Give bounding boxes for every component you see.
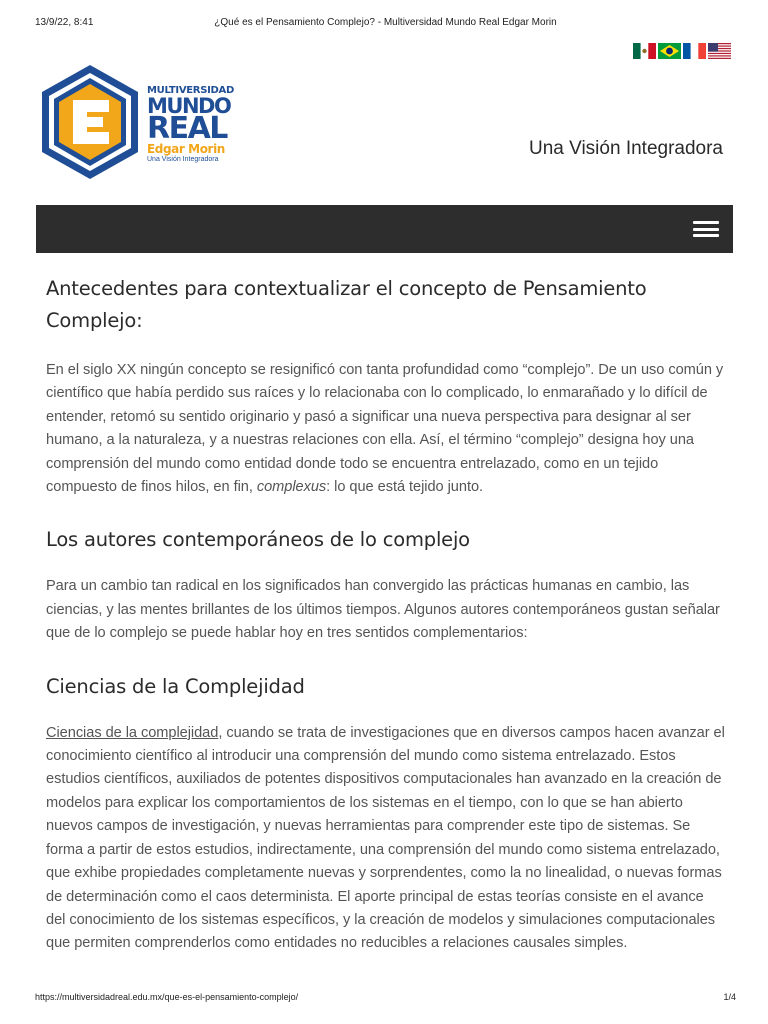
print-header [35,17,736,31]
heading-autores: Los autores contemporáneos de lo complejo [46,528,470,552]
paragraph-antecedentes-text: En el siglo XX ningún concepto se resignificó con tanta profundidad como “complejo”. De un uso común y científico que había perdido sus raíces y lo relacionaba con lo complicado, lo enmarañado y lo difícil de entender, retomó su sentido originario y pasó a significar una nueva perspectiva para designar al ser humano, a la naturaleza, y a nuestras relaciones con ella. Así, el término “complejo” designa hoy una comprensión del mundo como entidad donde todo se encuentra entrelazado, como en un tejido compuesto de finos hilos, en fin, [46,362,724,496]
print-date: 13/9/22, 8:41 [35,17,94,28]
logo-line-edgar-morin: Edgar Morin [147,142,225,156]
print-page-title: ¿Qué es el Pensamiento Complejo? - Multiversidad Mundo Real Edgar Morin [214,17,557,28]
paragraph-antecedentes-end: : lo que está tejido junto. [326,479,484,496]
heading-antecedentes: Antecedentes para contextualizar el concepto de Pensamiento Complejo: [46,277,647,332]
logo-line-real: REAL [147,111,227,146]
logo-line-slogan: Una Visión Integradora [147,156,219,163]
brazil-flag-icon[interactable] [658,43,681,59]
paragraph-ciencias-text: , cuando se trata de investigaciones que en diversos campos hacen avanzar el conocimiento científico al introducir una comprensión del mundo como sistema entrelazado. Estos estudios científicos, auxiliados de potentes dispositivos computacionales han avanzado en la creación de modelos para explicar los comportamientos de los sistemas en el tiempo, con lo que se han abierto nuevos campos de investigación, y nuevas herramientas para comprender este tipo de sistemas. Se forma a partir de estos estudios, indirectamente, una comprensión del mundo como sistema entrelazado, que exhibe propiedades completamente nuevas y sorprendentes, como la no linealidad, o nuevas formas de determinación como el caos determinista. El aporte principal de estas teorías consiste en el avance del conocimiento de los sistemas específicos, y la creación de modelos y simulaciones computacionales que permiten comprenderlos como entidades no reducibles a relaciones causales simples. [46,724,725,952]
site-tagline: Una Visión Integradora [529,138,723,159]
complexus-term: complexus [256,479,327,496]
paragraph-antecedentes [46,359,726,499]
usa-flag-icon[interactable] [708,43,731,59]
main-navbar [36,205,733,253]
mexico-flag-icon[interactable] [633,43,656,59]
logo-line-mundo: MUNDO [147,94,231,118]
hamburger-menu-icon[interactable] [693,221,719,239]
logo-line-multiversidad: MULTIVERSIDAD [147,85,234,96]
paragraph-autores: Para un cambio tan radical en los significados han convergido las prácticas humanas en cambio, las ciencias, y las mentes brillantes de los últimos tiempos. Algunos autores contemporáneos gustan señalar que de lo complejo se puede hablar hoy en tres sentidos complementarios: [46,578,720,642]
logo-wordmark[interactable] [147,86,234,163]
ciencias-complejidad-link[interactable]: Ciencias de la complejidad [46,724,219,741]
language-flags [633,43,731,59]
print-url: https://multiversidadreal.edu.mx/que-es-el-pensamiento-complejo/ [35,992,299,1002]
france-flag-icon[interactable] [683,43,706,59]
logo-hexagon-icon [35,62,145,182]
heading-ciencias: Ciencias de la Complejidad [46,674,305,698]
article-content [46,273,726,956]
print-page-number: 1/4 [723,992,736,1002]
paragraph-ciencias [46,722,726,956]
